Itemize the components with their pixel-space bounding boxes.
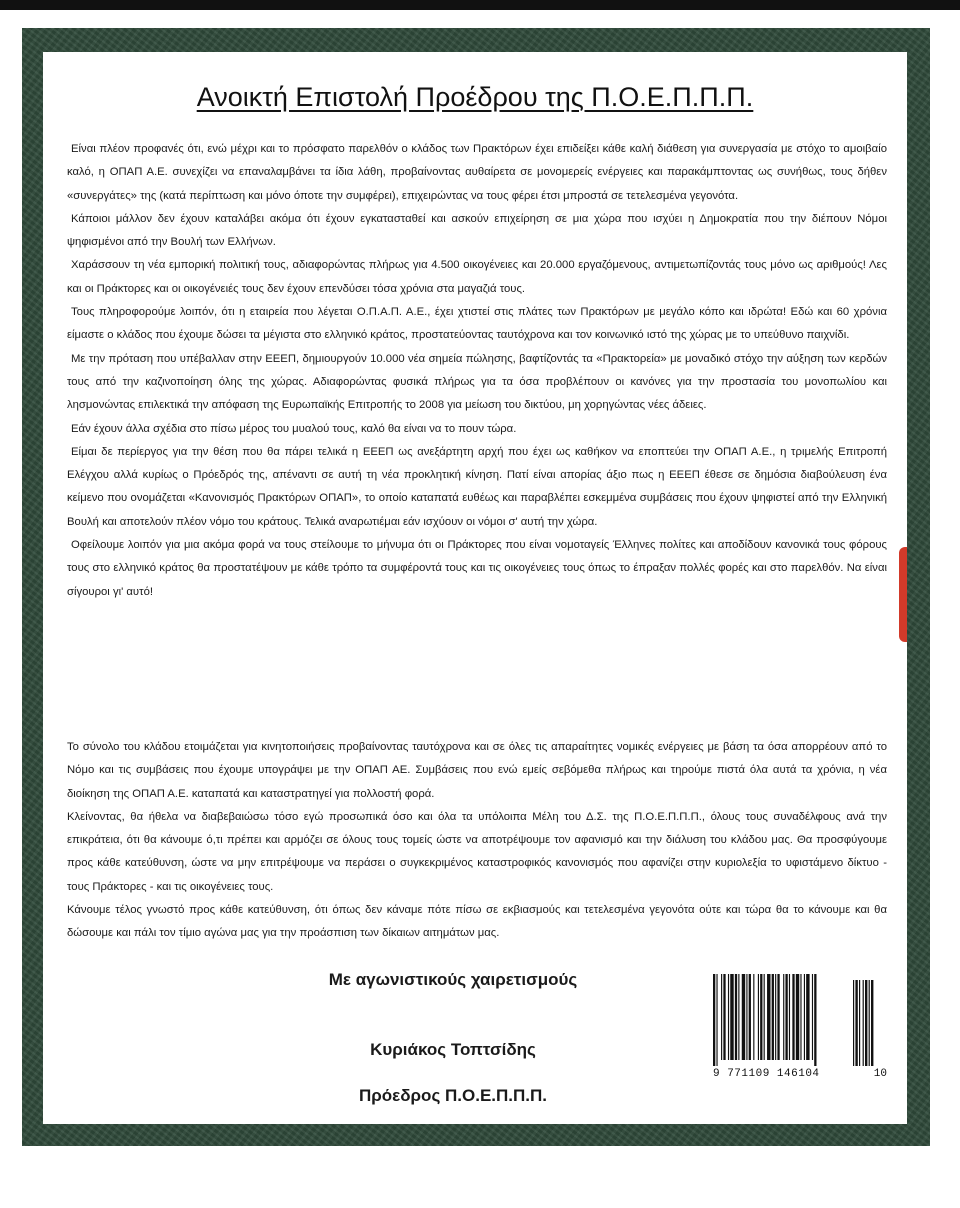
- letter-body: [67, 138, 887, 604]
- barcode-bar: [789, 974, 790, 1060]
- barcode-bar: [767, 974, 770, 1060]
- barcode-bar: [775, 974, 776, 1060]
- barcode-addon-bar: [871, 980, 873, 1066]
- paragraph: Χαράσσουν τη νέα εμπορική πολιτική τους, αδιαφορώντας πλήρως για 4.500 οικογένειες και 20.000 εργαζόμενους, αντιμετωπίζοντάς τους μόνο ως αριθμούς! Λες και οι Πράκτορες και οι οικογένειές τους δεν έχουν επενδύσει τόσα χρόνια στα μαγαζιά τους.: [67, 259, 887, 295]
- paragraph: Κλείνοντας, θα ήθελα να διαβεβαιώσω τόσο εγώ προσωπικά όσο και όλα τα υπόλοιπα Μέλη του Δ.Σ. της Π.Ο.Ε.Π.Π.Π., όλους τους συναδέλφους ανά την επικράτεια, ότι θα κάνουμε ό,τι πρέπει και αρμόζει σε όλους τους τομείς ώστε να αποτρέψουμε τον αφανισμό και την διάλυση του κλάδου μας. Θα προσφύγουμε προς κάθε κατεύθυνση, ώστε να μην επιτρέψουμε να περάσει ο συγκεκριμένος καταστροφικός κανονισμός που αφανίζει στην κυριολεξία το υφιστάμενο δίκτυο - τους Πράκτορες - και τις οικογένειες τους.: [67, 810, 887, 893]
- greeting: Με αγωνιστικούς χαιρετισμούς: [328, 970, 578, 989]
- barcode-bar: [796, 974, 799, 1060]
- barcode-bar: [783, 974, 784, 1060]
- barcode-bar: [721, 974, 722, 1060]
- barcode-bar: [804, 974, 805, 1060]
- barcode-addon-bar: [865, 980, 867, 1066]
- letter-body-closing: [67, 736, 887, 946]
- barcode-bar: [760, 974, 762, 1060]
- barcode-bar: [716, 974, 717, 1066]
- paragraph: Κάποιοι μάλλον δεν έχουν καταλάβει ακόμα ότι έχουν εγκατασταθεί και ασκούν επιχείρηση σε μια χώρα που ισχύει η Δημοκρατία που την διέπουν Νόμοι ψηφισμένοι από την Βουλή των Ελλήνων.: [67, 212, 887, 249]
- barcode: [711, 974, 891, 1092]
- barcode-issue-number: 10: [873, 1068, 887, 1080]
- paragraph: Κάνουμε τέλος γνωστό προς κάθε κατεύθυνση, ότι όπως δεν κάναμε πότε πίσω σε εκβιασμούς και τετελεσμένα γεγονότα ούτε και τώρα θα το κάνουμε και θα δώσουμε και πάλι τον τίμιο αγώνα μας για την προάσπιση των δίκαιων αιτημάτων μας.: [67, 904, 887, 940]
- letter-page: [43, 52, 907, 1124]
- barcode-addon-bar: [863, 980, 864, 1066]
- paragraph: Εάν έχουν άλλα σχέδια στο πίσω μέρος του μυαλού τους, καλό θα είναι να το πουν τώρα.: [71, 422, 517, 435]
- barcode-bar: [742, 974, 745, 1060]
- barcode-addon-bar: [855, 980, 857, 1066]
- paragraph: Είμαι δε περίεργος για την θέση που θα πάρει τελικά η ΕΕΕΠ ως ανεξάρτητη αρχή που έχει ως καθήκον να εποπτεύει την ΟΠΑΠ Α.Ε., η τριμελής Επιτροπή Ελέγχου αλλά κυρίως ο Πρόεδρός της, απέναντι σε αυτή τη νέα προκλητική κίνηση. Πατί είναι απορίας άξιο πως η ΕΕΕΠ έθεσε σε δημόσια διαβούλευση ένα κείμενο που ονομάζεται «Κανονισμός Πρακτόρων ΟΠΑΠ», το οποίο καταπατά ευθέως και παραβλέπει εσκεμμένα συμβάσεις που έχουν ψηφιστεί από την Ελληνική Βουλή και αποτελούν πλέον νόμο του κράτους. Τελικά αναρωτιέμαι εάν ισχύουν οι νόμοι σ' αυτή την χώρα.: [67, 445, 887, 528]
- barcode-bar: [723, 974, 725, 1060]
- barcode-bar: [738, 974, 739, 1060]
- barcode-addon-bar: [859, 980, 860, 1066]
- barcode-bar: [785, 974, 787, 1060]
- scan-top-edge: [0, 0, 960, 10]
- paragraph: Το σύνολο του κλάδου ετοιμάζεται για κινητοποιήσεις προβαίνοντας ταυτόχρονα και σε όλες τις απαραίτητες νομικές ενέργειες με βάση τα όσα απορρέουν από το Νόμο και τις συμβάσεις που έχουμε υπογράψει με την ΟΠΑΠ ΑΕ. Συμβάσεις που ενώ εμείς σεβόμεθα πλήρως και τηρούμε πιστά όλα αυτά τα χρόνια, η νέα διοίκηση της ΟΠΑΠ Α.Ε. καταπατά και καταστρατηγεί για πολλοστή φορά.: [67, 741, 887, 800]
- barcode-addon-bar: [853, 980, 854, 1066]
- barcode-bar: [758, 974, 759, 1060]
- signer-title: Πρόεδρος Π.Ο.Ε.Π.Π.Π.: [358, 1086, 548, 1105]
- barcode-addon-bar: [869, 980, 870, 1066]
- barcode-bar: [777, 974, 779, 1060]
- paragraph: Οφείλουμε λοιπόν για μια ακόμα φορά να τους στείλουμε το μήνυμα ότι οι Πράκτορες που είναι νομοταγείς Έλληνες πολίτες και αποδίδουν κανονικά τους φόρους τους στο ελληνικό κράτος θα προστατέψουν με κάθε τρόπο τα συμφέροντά τους και τις οικογένειες τους όπως το έπραξαν πολλές φορές και στο παρελθόν. Να είναι σίγουροι γι' αυτό!: [67, 539, 887, 598]
- paragraph: Τους πληροφορούμε λοιπόν, ότι η εταιρεία που λέγεται Ο.Π.Α.Π. Α.Ε., έχει χτιστεί στις πλάτες των Πρακτόρων με μεγάλο κόπο και ιδρώτα! Εδώ και 60 χρόνια είμαστε ο κλάδος που έχουμε δώσει τα μέγιστα στο ελληνικό κράτος, προστατεύοντας ταυτόχρονα και τον κοινωνικό ιστό της χώρας με το υπεύθυνο παιχνίδι.: [67, 306, 887, 342]
- letter-title: Ανοικτή Επιστολή Προέδρου της Π.Ο.Ε.Π.Π.Π.: [196, 82, 754, 112]
- barcode-bar: [746, 974, 747, 1060]
- barcode-bar: [753, 974, 754, 1060]
- signer-name: Κυριάκος Τοπτσίδης: [370, 1040, 536, 1059]
- barcode-bar: [800, 974, 801, 1060]
- barcode-bar: [728, 974, 729, 1060]
- barcode-bar: [764, 974, 765, 1060]
- barcode-bar: [772, 974, 774, 1060]
- paragraph: Με την πρόταση που υπέβαλλαν στην ΕΕΕΠ, δημιουργούν 10.000 νέα σημεία πώλησης, βαφτίζοντάς τα «Πρακτορεία» με μοναδικό στόχο την αύξηση των κερδών τους από την καζινοποίηση όλης της χώρας. Αδιαφορώντας φυσικά πλήρως για τα όσα προβλέπουν οι κανόνες για την προστασία του μονοπωλίου και λησμονώντας επιλεκτικά την απόφαση της Ευρωπαϊκής Επιτροπής το 2008 για μείωση του δικτύου, μη χορηγώντας νέες άδειες.: [67, 352, 887, 412]
- barcode-bar: [749, 974, 751, 1060]
- barcode-bar: [806, 974, 809, 1060]
- barcode-digits: 9 771109 146104: [713, 1068, 820, 1080]
- paragraph: Είναι πλέον προφανές ότι, ενώ μέχρι και το πρόσφατο παρελθόν ο κλάδος των Πρακτόρων έχει επιδείξει κάθε καλή διάθεση για συνεργασία με στόχο το αμοιβαίο καλό, η ΟΠΑΠ Α.Ε. συνεχίζει να επαναλαμβάνει τα ίδια λάθη, προβαίνοντας αυθαίρετα σε μονομερείς ενέργειες και παρακάμπτοντας ως συνήθως, τους δήθεν «συνεργάτες» της (κατά περίπτωση και μόνο όποτε την συμφέρει), επιχειρώντας να τους φέρει έτσι μπροστά σε τετελεσμένα γεγονότα.: [67, 143, 887, 202]
- barcode-bar: [792, 974, 794, 1060]
- barcode-bar: [735, 974, 737, 1060]
- barcode-bars: [711, 974, 891, 1066]
- red-page-edge: [899, 547, 907, 642]
- barcode-bar: [730, 974, 733, 1060]
- barcode-bar: [713, 974, 715, 1066]
- barcode-bar: [814, 974, 816, 1066]
- barcode-bar: [812, 974, 813, 1060]
